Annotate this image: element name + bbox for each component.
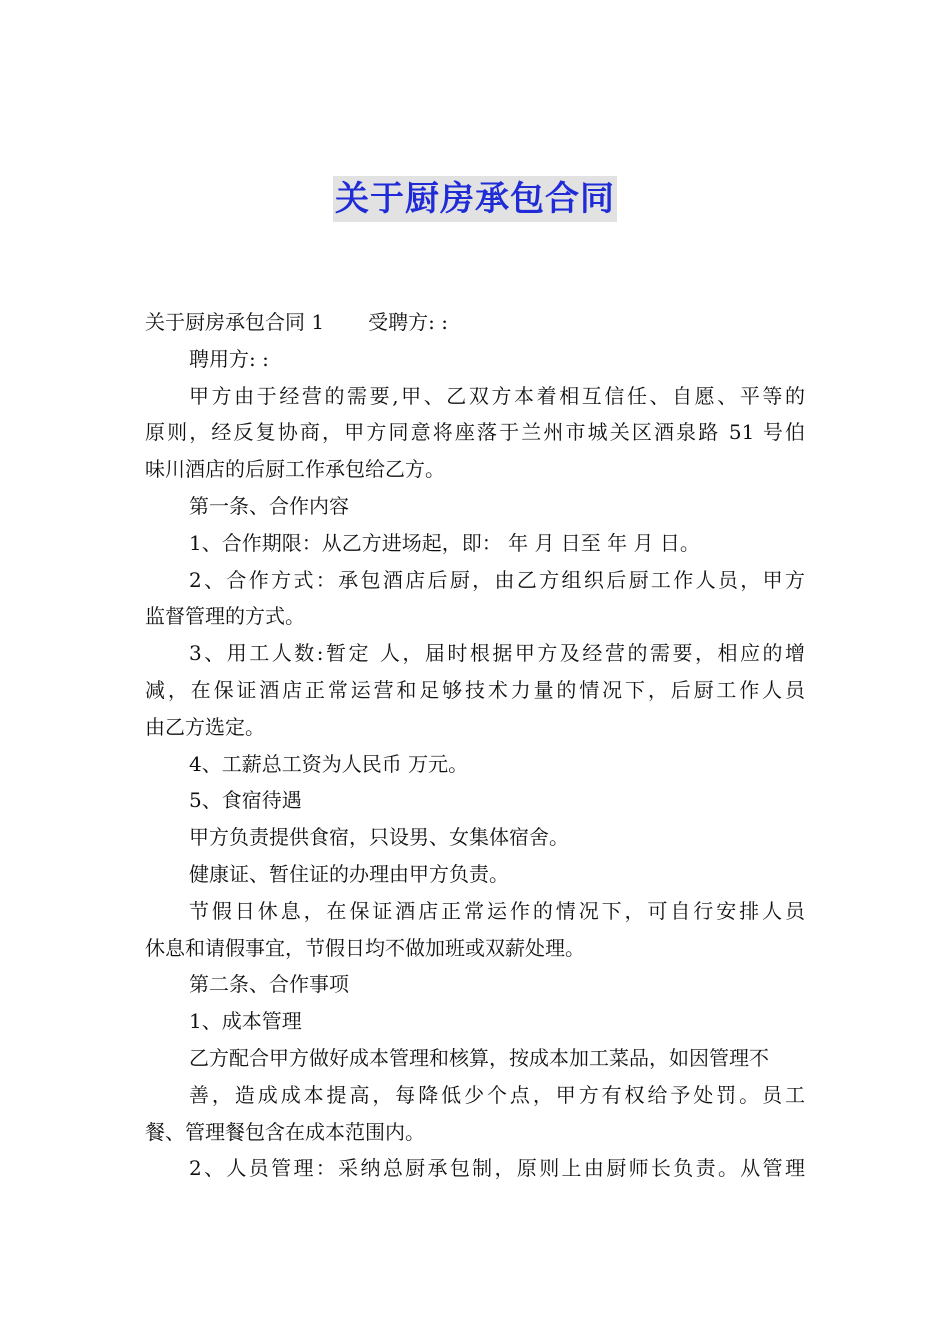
clause-line: 监督管理的方式。 bbox=[145, 604, 305, 629]
document-body bbox=[145, 304, 805, 1187]
clause-line: 甲方负责提供食宿，只设男、女集体宿舍。 bbox=[189, 825, 569, 850]
clause-line: 乙方配合甲方做好成本管理和核算，按成本加工菜品，如因管理不 bbox=[189, 1045, 769, 1070]
paragraph-line: 甲方由于经营的需要,甲、乙双方本着相互信任、自愿、平等的 bbox=[189, 383, 805, 408]
title-container bbox=[0, 176, 950, 222]
clause-line: 餐、管理餐包含在成本范围内。 bbox=[145, 1119, 425, 1144]
employee-party-label: 受聘方: : bbox=[368, 310, 448, 334]
clause-line: 休息和请假事宜，节假日均不做加班或双薪处理。 bbox=[145, 935, 585, 960]
section-heading: 第二条、合作事项 bbox=[189, 972, 349, 997]
clause-line: 减，在保证酒店正常运营和足够技术力量的情况下，后厨工作人员 bbox=[145, 677, 805, 702]
clause-line: 4、工薪总工资为人民币 万元。 bbox=[189, 751, 469, 776]
clause-line: 由乙方选定。 bbox=[145, 714, 265, 739]
employer-party-label: 聘用方: : bbox=[189, 346, 269, 371]
clause-line: 1、成本管理 bbox=[189, 1009, 302, 1034]
clause-line: 2、合作方式：承包酒店后厨，由乙方组织后厨工作人员，甲方 bbox=[189, 567, 805, 592]
clause-line: 善，造成成本提高，每降低少个点，甲方有权给予处罚。员工 bbox=[189, 1082, 805, 1107]
paragraph-line: 原则，经反复协商，甲方同意将座落于兰州市城关区酒泉路 51 号伯 bbox=[145, 420, 805, 445]
paragraph-line: 味川酒店的后厨工作承包给乙方。 bbox=[145, 457, 445, 482]
clause-line: 3、用工人数:暂定 人，届时根据甲方及经营的需要，相应的增 bbox=[189, 641, 805, 666]
header-line bbox=[145, 304, 805, 341]
contract-heading: 关于厨房承包合同 1 bbox=[145, 310, 325, 334]
clause-line: 健康证、暂住证的办理由甲方负责。 bbox=[189, 861, 509, 886]
clause-line: 节假日休息，在保证酒店正常运作的情况下，可自行安排人员 bbox=[189, 898, 805, 923]
clause-line: 1、合作期限：从乙方进场起，即： 年 月 日至 年 月 日。 bbox=[189, 530, 700, 555]
clause-line: 2、人员管理：采纳总厨承包制，原则上由厨师长负责。从管理 bbox=[189, 1156, 805, 1181]
document-title: 关于厨房承包合同 bbox=[333, 176, 617, 222]
section-heading: 第一条、合作内容 bbox=[189, 493, 349, 518]
clause-line: 5、食宿待遇 bbox=[189, 788, 302, 813]
